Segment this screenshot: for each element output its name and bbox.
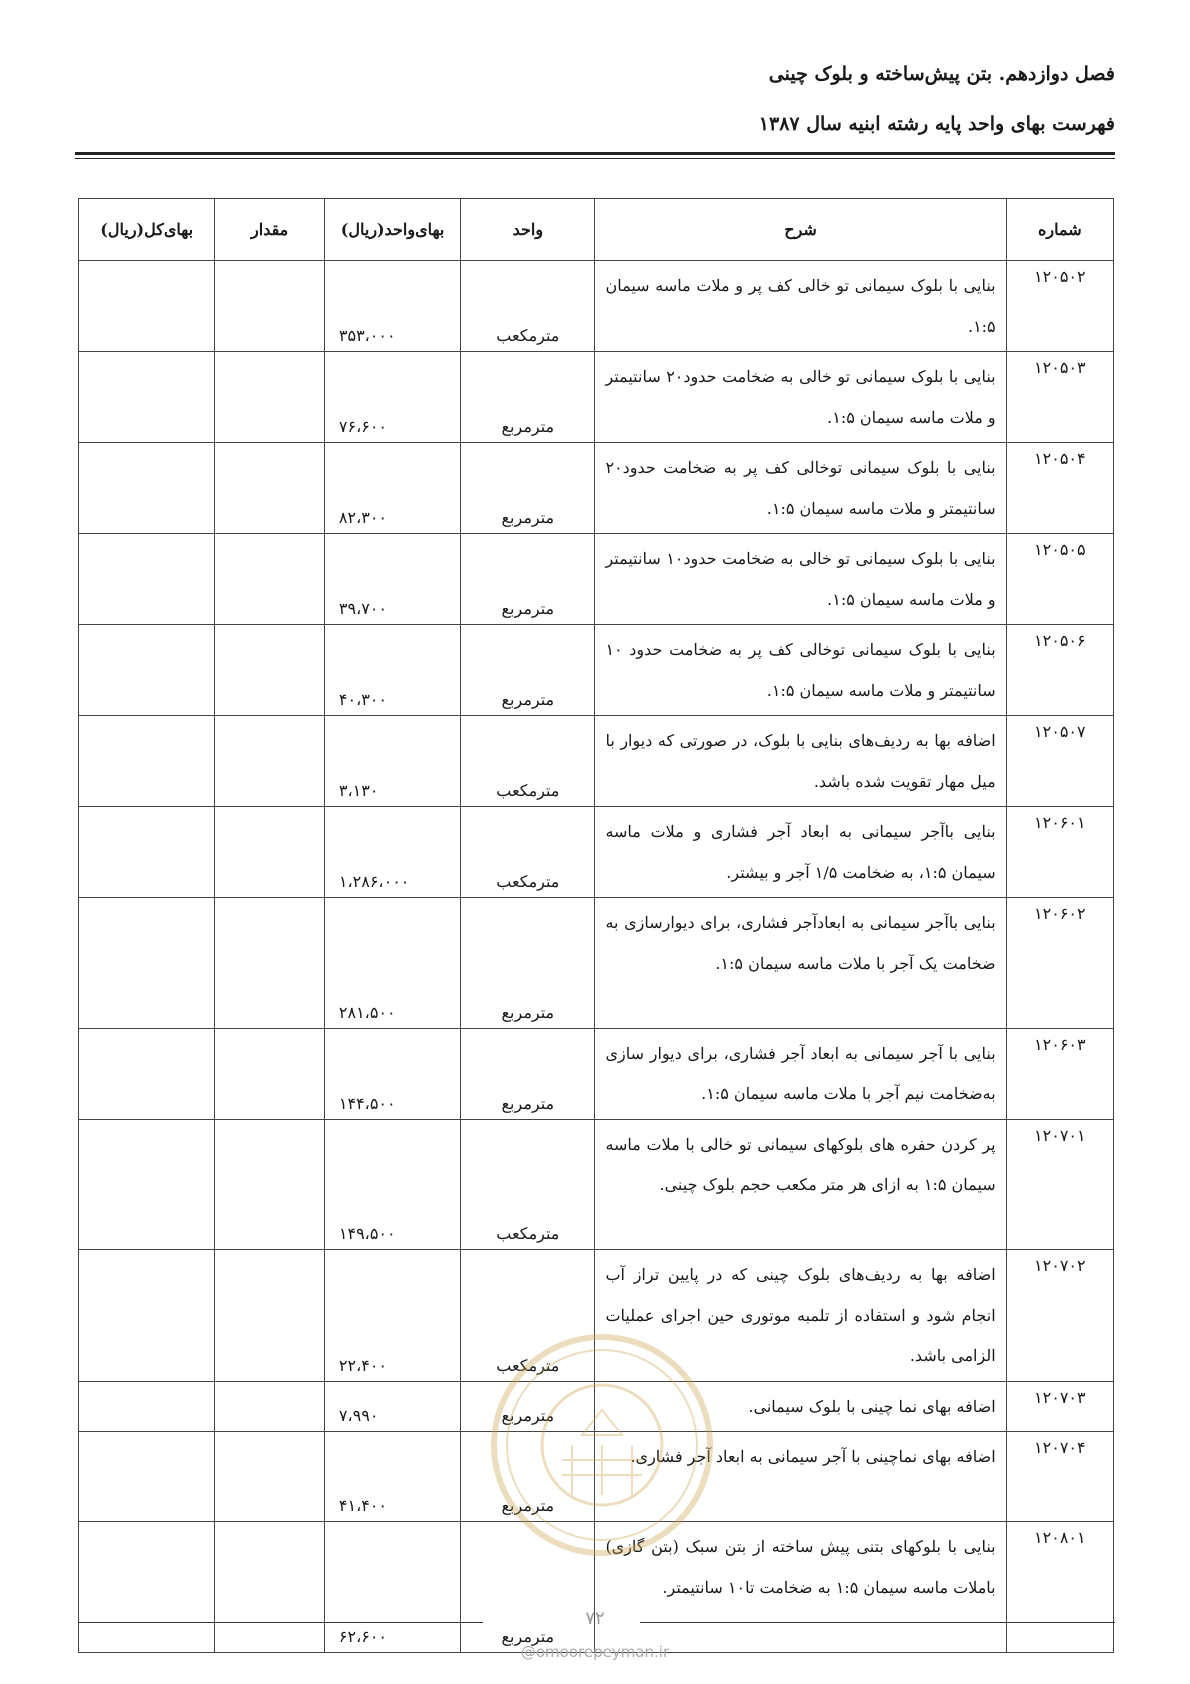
row-unit-price: ۳۹،۷۰۰ (324, 534, 460, 625)
row-total-price (79, 807, 215, 898)
price-table (78, 198, 1114, 1653)
row-quantity (215, 1250, 325, 1382)
table-body (79, 261, 1114, 1653)
row-description: بنایی با بلوک سیمانی توخالی کف پر به ضخامت حدود ۱۰ سانتیمتر و ملات ماسه سیمان ۱:۵. (595, 625, 1006, 716)
row-unit-price: ۷،۹۹۰ (324, 1381, 460, 1432)
row-quantity (215, 261, 325, 352)
row-unit-price: ۳۵۳،۰۰۰ (324, 261, 460, 352)
row-number: ۱۲۰۷۰۴ (1006, 1432, 1113, 1522)
row-unit: مترمربع (461, 534, 595, 625)
website-watermark: @omoorepeyman.ir (520, 1643, 670, 1661)
row-unit-price: ۸۲،۳۰۰ (324, 443, 460, 534)
row-quantity (215, 1381, 325, 1432)
row-unit: مترمربع (461, 625, 595, 716)
row-description: بنایی باآجر سیمانی به ابعاد آجر فشاری و ملات ماسه سیمان ۱:۵، به ضخامت ۱/۵ آجر و بیشتر. (595, 807, 1006, 898)
row-quantity (215, 807, 325, 898)
table-row (79, 534, 1114, 625)
row-quantity (215, 1028, 325, 1119)
row-number: ۱۲۰۷۰۳ (1006, 1381, 1113, 1432)
row-quantity (215, 898, 325, 1029)
row-number: ۱۲۰۷۰۲ (1006, 1250, 1113, 1382)
row-unit: مترمکعب (461, 1119, 595, 1250)
row-number: ۱۲۰۷۰۱ (1006, 1119, 1113, 1250)
row-description: بنایی با بلوک سیمانی تو خالی کف پر و ملات ماسه سیمان ۱:۵. (595, 261, 1006, 352)
row-unit: مترمربع (461, 1381, 595, 1432)
table-row (79, 352, 1114, 443)
row-quantity (215, 1432, 325, 1522)
row-number: ۱۲۰۶۰۳ (1006, 1028, 1113, 1119)
row-quantity (215, 716, 325, 807)
row-total-price (79, 352, 215, 443)
footer-divider-left (78, 1622, 483, 1623)
row-number: ۱۲۰۸۰۱ (1006, 1522, 1113, 1653)
header-divider-thin (75, 158, 1115, 159)
table-row (79, 1522, 1114, 1653)
row-number: ۱۲۰۵۰۶ (1006, 625, 1113, 716)
table-row (79, 1028, 1114, 1119)
row-total-price (79, 443, 215, 534)
page-number: ۷۲ (585, 1608, 605, 1629)
row-description: اضافه بها به ردیف‌های بنایی با بلوک، در صورتی که دیوار با میل مهار تقویت شده باشد. (595, 716, 1006, 807)
row-unit: مترمربع (461, 1028, 595, 1119)
table-row (79, 898, 1114, 1029)
row-total-price (79, 1119, 215, 1250)
row-description: بنایی با بلوک سیمانی توخالی کف پر به ضخامت حدود۲۰ سانتیمتر و ملات ماسه سیمان ۱:۵. (595, 443, 1006, 534)
header-divider-thick (75, 152, 1115, 155)
row-unit-price: ۳،۱۳۰ (324, 716, 460, 807)
chapter-title: فصل دوازدهم. بتن پیش‌ساخته و بلوک چینی (768, 63, 1115, 85)
row-unit-price: ۱۴۹،۵۰۰ (324, 1119, 460, 1250)
row-unit: مترمکعب (461, 807, 595, 898)
column-header-number: شماره (1006, 199, 1113, 261)
column-header-unit: واحد (461, 199, 595, 261)
row-number: ۱۲۰۵۰۷ (1006, 716, 1113, 807)
row-unit: مترمربع (461, 443, 595, 534)
table-row (79, 807, 1114, 898)
row-total-price (79, 261, 215, 352)
row-quantity (215, 352, 325, 443)
row-quantity (215, 1119, 325, 1250)
row-unit-price: ۴۱،۴۰۰ (324, 1432, 460, 1522)
row-unit: مترمکعب (461, 261, 595, 352)
row-number: ۱۲۰۵۰۲ (1006, 261, 1113, 352)
row-total-price (79, 898, 215, 1029)
row-unit-price: ۱،۲۸۶،۰۰۰ (324, 807, 460, 898)
row-quantity (215, 443, 325, 534)
price-list-title: فهرست بهای واحد پایه رشته ابنیه سال ۱۳۸۷ (758, 113, 1115, 135)
row-description: اضافه بها به ردیف‌های بلوک چینی که در پایین تراز آب انجام شود و استفاده از تلمبه موتوری حین اجرای عملیات الزامی باشد. (595, 1250, 1006, 1382)
row-unit: مترمربع (461, 1432, 595, 1522)
column-header-quantity: مقدار (215, 199, 325, 261)
row-unit-price: ۲۸۱،۵۰۰ (324, 898, 460, 1029)
table-row (79, 1119, 1114, 1250)
row-quantity (215, 625, 325, 716)
row-quantity (215, 534, 325, 625)
table-row (79, 716, 1114, 807)
row-unit: مترمربع (461, 352, 595, 443)
row-unit: مترمربع (461, 1522, 595, 1653)
row-total-price (79, 625, 215, 716)
row-total-price (79, 1250, 215, 1382)
row-quantity (215, 1522, 325, 1653)
row-number: ۱۲۰۵۰۵ (1006, 534, 1113, 625)
row-unit-price: ۷۶،۶۰۰ (324, 352, 460, 443)
row-description: اضافه بهای نماچینی با آجر سیمانی به ابعاد آجر فشاری. (595, 1432, 1006, 1522)
row-unit: مترمکعب (461, 716, 595, 807)
row-total-price (79, 1522, 215, 1653)
row-number: ۱۲۰۵۰۳ (1006, 352, 1113, 443)
row-total-price (79, 1381, 215, 1432)
row-description: بنایی با آجر سیمانی به ابعاد آجر فشاری، برای دیوار سازی به‌ضخامت نیم آجر با ملات ماسه سیمان ۱:۵. (595, 1028, 1006, 1119)
row-description: بنایی با بلوکهای بتنی پیش ساخته از بتن سبک (بتن گازی) باملات ماسه سیمان ۱:۵ به ضخامت تا۱۰ سانتیمتر. (595, 1522, 1006, 1653)
row-description: پر کردن حفره های بلوکهای سیمانی تو خالی با ملات ماسه سیمان ۱:۵ به ازای هر متر مکعب حجم بلوک چینی. (595, 1119, 1006, 1250)
column-header-total-price: بهای‌کل(ریال) (79, 199, 215, 261)
row-total-price (79, 1432, 215, 1522)
row-unit-price: ۲۲،۴۰۰ (324, 1250, 460, 1382)
row-unit-price: ۴۰،۳۰۰ (324, 625, 460, 716)
column-header-unit-price: بهای‌واحد(ریال) (324, 199, 460, 261)
table-row (79, 443, 1114, 534)
row-description: بنایی باآجر سیمانی به ابعادآجر فشاری، برای دیوارسازی به ضخامت یک آجر با ملات ماسه سیمان ۱:۵. (595, 898, 1006, 1029)
row-description: بنایی با بلوک سیمانی تو خالی به ضخامت حدود۱۰ سانتیمتر و ملات ماسه سیمان ۱:۵. (595, 534, 1006, 625)
footer-divider-right (640, 1622, 1115, 1623)
table-row (79, 1250, 1114, 1382)
row-total-price (79, 1028, 215, 1119)
row-total-price (79, 716, 215, 807)
row-number: ۱۲۰۶۰۲ (1006, 898, 1113, 1029)
row-unit-price: ۱۴۴،۵۰۰ (324, 1028, 460, 1119)
column-header-description: شرح (595, 199, 1006, 261)
page-header (75, 60, 1115, 138)
row-description: اضافه بهای نما چینی با بلوک سیمانی. (595, 1381, 1006, 1432)
row-unit: مترمربع (461, 898, 595, 1029)
row-number: ۱۲۰۵۰۴ (1006, 443, 1113, 534)
table-row (79, 1381, 1114, 1432)
row-unit-price: ۶۲،۶۰۰ (324, 1522, 460, 1653)
row-total-price (79, 534, 215, 625)
row-description: بنایی با بلوک سیمانی تو خالی به ضخامت حدود۲۰ سانتیمتر و ملات ماسه سیمان ۱:۵. (595, 352, 1006, 443)
table-header-row (79, 199, 1114, 261)
row-unit: مترمکعب (461, 1250, 595, 1382)
table-row (79, 261, 1114, 352)
table-row (79, 1432, 1114, 1522)
row-number: ۱۲۰۶۰۱ (1006, 807, 1113, 898)
table-row (79, 625, 1114, 716)
